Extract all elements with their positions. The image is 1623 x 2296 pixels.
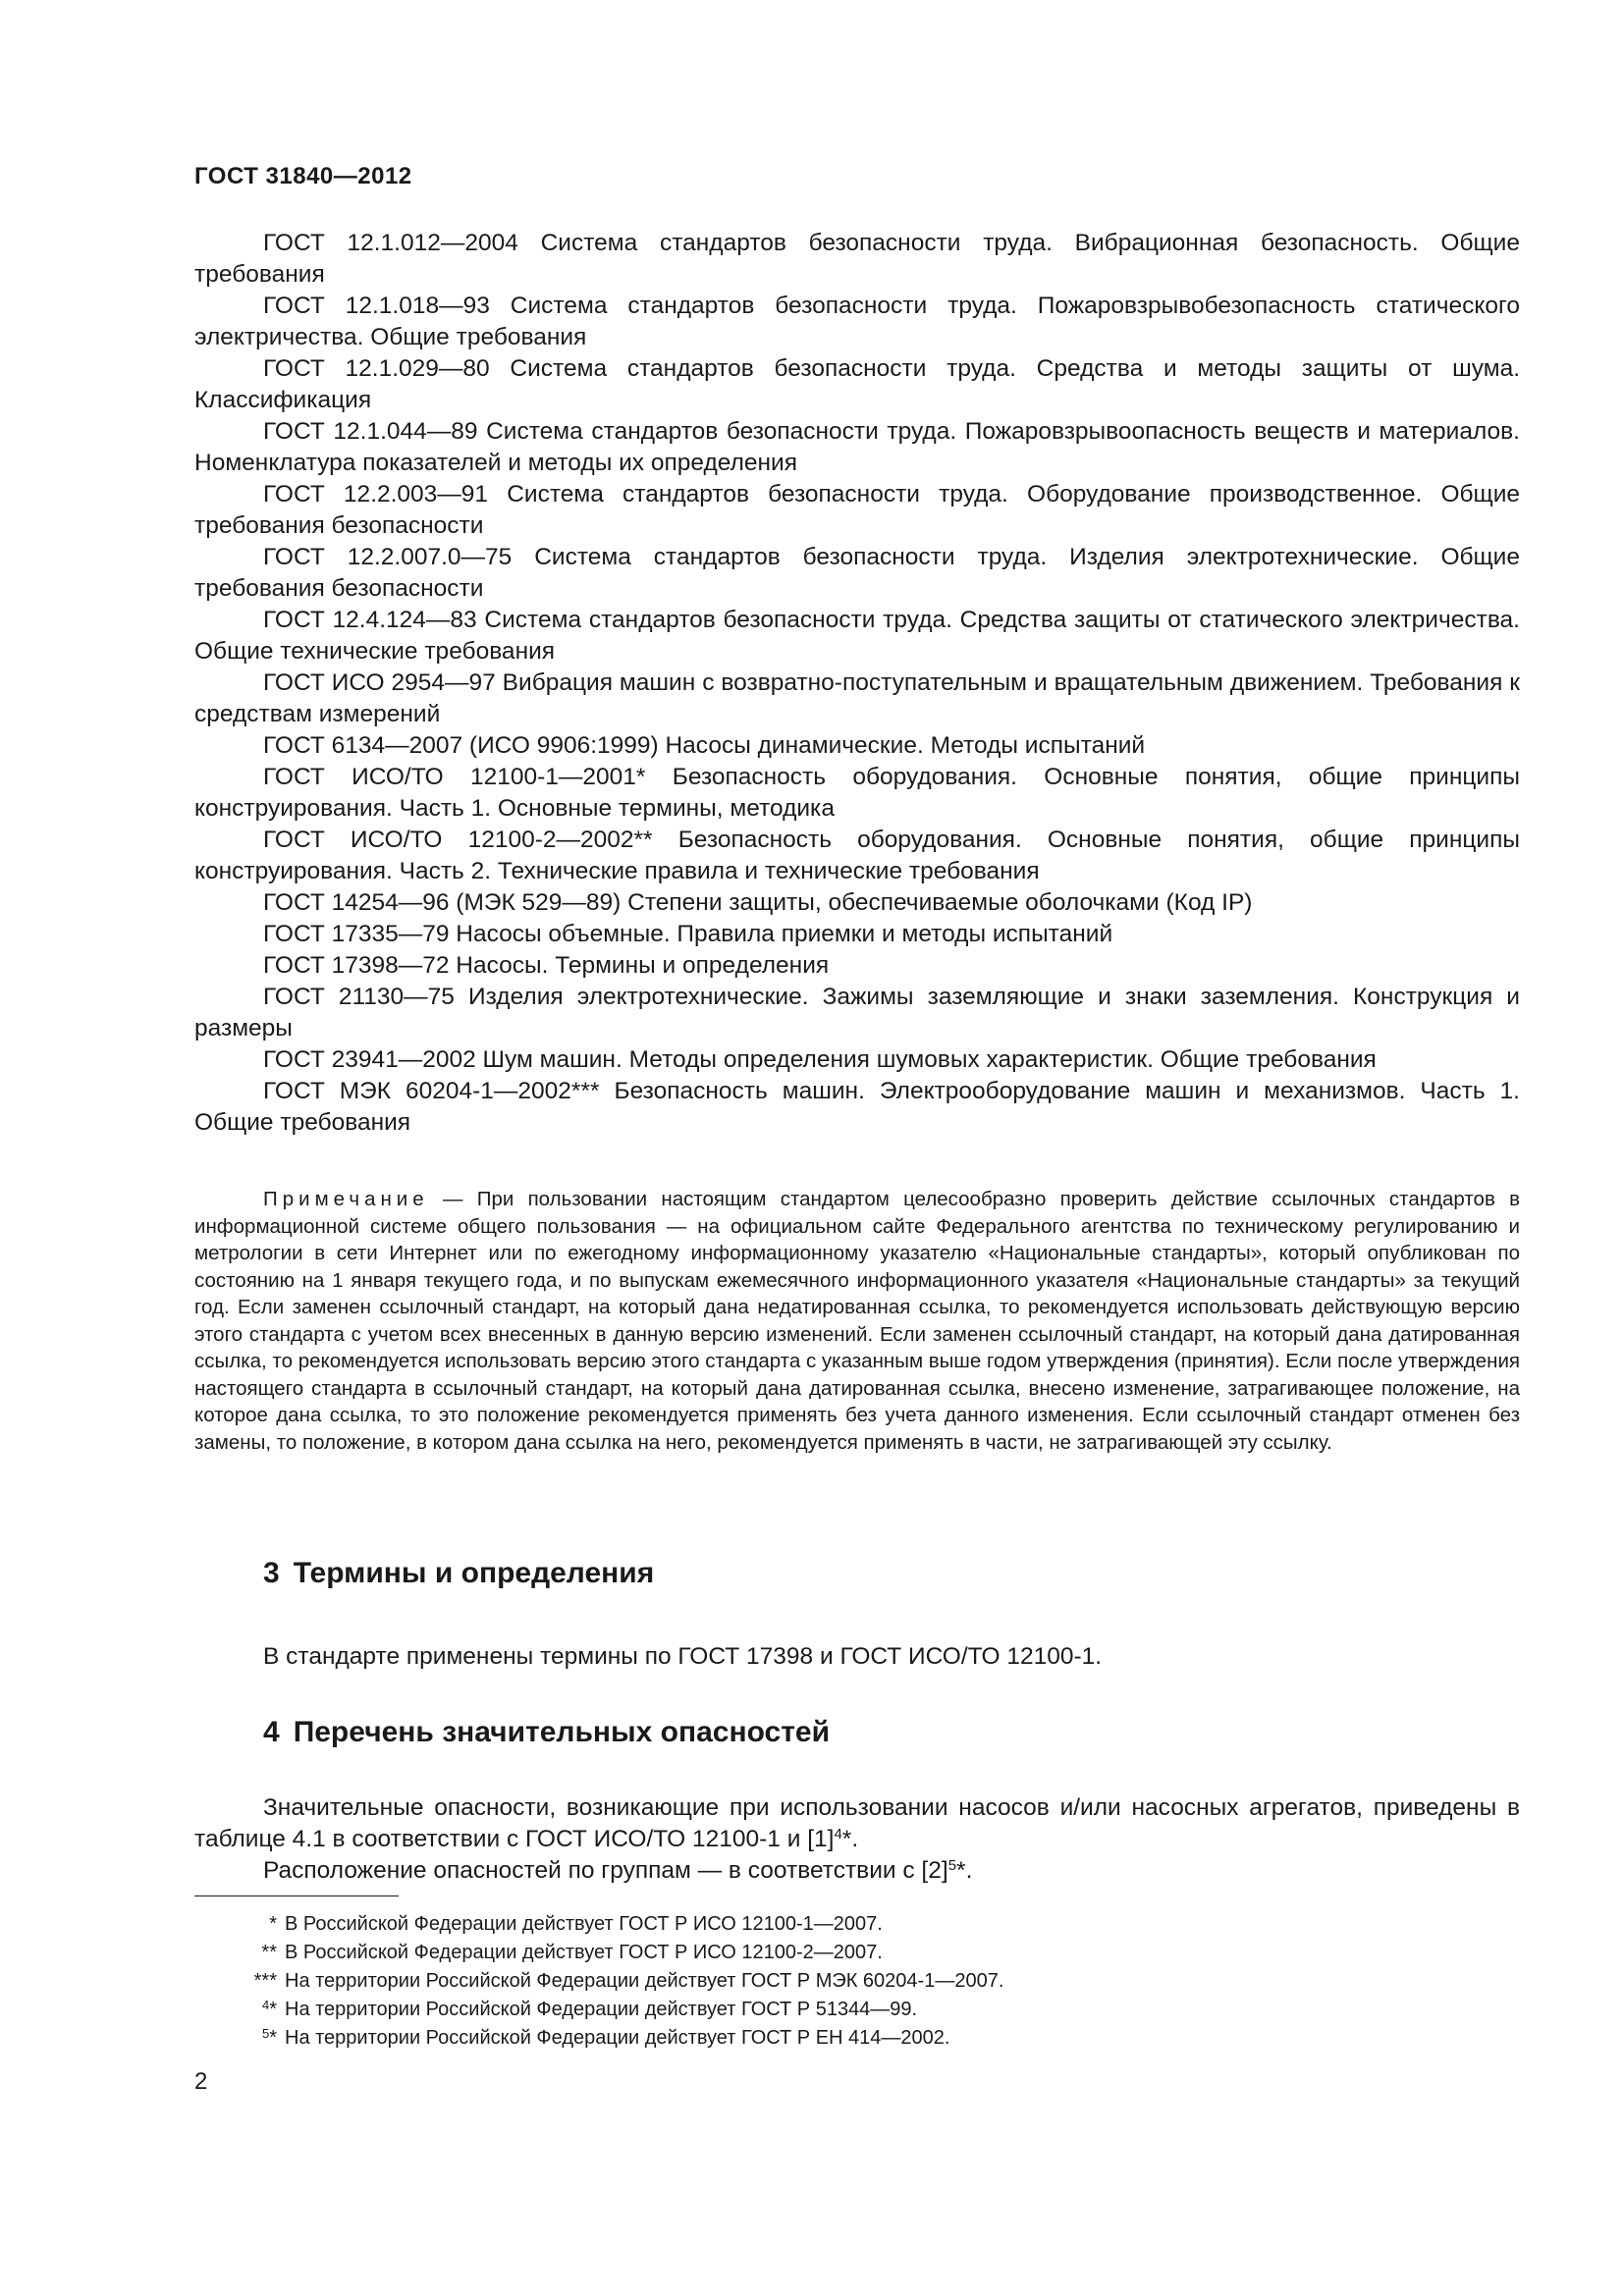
reference-item: ГОСТ ИСО/ТО 12100-2—2002** Безопасность оборудования. Основные понятия, общие принципы конструирования. Часть 2. Технические правила и технические требования xyxy=(194,827,1520,884)
section-number: 4 xyxy=(263,1716,280,1748)
reference-item: ГОСТ МЭК 60204-1—2002*** Безопасность машин. Электрооборудование машин и механизмов. Часть 1. Общие требования xyxy=(194,1078,1520,1136)
section-3-text: В стандарте применены термины по ГОСТ 17398 и ГОСТ ИСО/ТО 12100-1. xyxy=(263,1643,1103,1670)
footnote-text: В Российской Федерации действует ГОСТ Р ИСО 12100-2—2007. xyxy=(285,1942,883,1963)
document-header: ГОСТ 31840—2012 xyxy=(194,163,412,189)
footnote-mark: $^4$* xyxy=(261,1998,277,2020)
footnote-item xyxy=(194,1939,1373,1967)
reference-item: ГОСТ 12.4.124—83 Система стандартов безопасности труда. Средства защиты от статического электричества. Общие технические требования xyxy=(194,607,1520,665)
section-title: Перечень значительных опасностей xyxy=(293,1716,831,1748)
reference-item: ГОСТ 23941—2002 Шум машин. Методы определения шумовых характеристик. Общие требования xyxy=(263,1046,1377,1073)
normative-references-list xyxy=(194,228,1520,1139)
footnote-item xyxy=(194,1910,1373,1939)
reference-item: ГОСТ 14254—96 (МЭК 529—89) Степени защиты, обеспечиваемые оболочками (Код IP) xyxy=(263,889,1253,916)
reference-item: ГОСТ 12.2.003—91 Система стандартов безопасности труда. Оборудование производственное. Общие требования безопасности xyxy=(194,481,1520,539)
footnote-item xyxy=(194,1967,1373,1996)
paragraph-text: Значительные опасности, возникающие при использовании насосов и/или насосных агрегатов, приведены в таблице 4.1 в соответствии с ГОСТ ИСО/ТО 12100-1 и [1] xyxy=(194,1794,1520,1852)
section-4-paragraph-2 xyxy=(194,1855,1520,1887)
section-4-paragraph-1 xyxy=(194,1792,1520,1855)
reference-item: ГОСТ 12.2.007.0—75 Система стандартов безопасности труда. Изделия электротехнические. Общие требования безопасности xyxy=(194,544,1520,602)
footnote-item xyxy=(194,2024,1373,2053)
reference-item: ГОСТ ИСО/ТО 12100-1—2001* Безопасность оборудования. Основные понятия, общие принципы конструирования. Часть 1. Основные термины, методика xyxy=(194,764,1520,822)
footnote-ref: 5 xyxy=(947,1857,957,1874)
footnote-mark: $^5$* xyxy=(261,2026,277,2049)
section-number: 3 xyxy=(263,1557,280,1589)
reference-item: ГОСТ 12.1.018—93 Система стандартов безопасности труда. Пожаровзрывобезопасность статического электричества. Общие требования xyxy=(194,293,1520,350)
footnote-text: На территории Российской Федерации действует ГОСТ Р МЭК 60204-1—2007. xyxy=(285,1970,1004,1992)
footnotes-list xyxy=(194,1910,1373,2053)
paragraph-text: Расположение опасностей по группам — в соответствии с [2] xyxy=(263,1857,948,1884)
section-3-heading xyxy=(263,1557,654,1590)
footnote-mark: * xyxy=(269,1913,277,1935)
paragraph-text-end: *. xyxy=(841,1826,859,1852)
note-label: Примечание xyxy=(263,1188,429,1210)
footnote-ref: 4 xyxy=(834,1826,842,1842)
footnote-text: На территории Российской Федерации действует ГОСТ Р 51344—99. xyxy=(285,1999,918,2020)
section-4-heading xyxy=(263,1716,830,1749)
paragraph-text-end: *. xyxy=(956,1857,973,1884)
reference-item: ГОСТ 12.1.029—80 Система стандартов безопасности труда. Средства и методы защиты от шума. Классификация xyxy=(194,355,1520,413)
reference-item: ГОСТ 12.1.012—2004 Система стандартов безопасности труда. Вибрационная безопасность. Общие требования xyxy=(194,230,1520,288)
reference-item: ГОСТ 6134—2007 (ИСО 9906:1999) Насосы динамические. Методы испытаний xyxy=(263,732,1146,759)
footnote-mark: *** xyxy=(253,1970,277,1992)
reference-item: ГОСТ 17335—79 Насосы объемные. Правила приемки и методы испытаний xyxy=(263,921,1113,947)
footnote-text: На территории Российской Федерации действует ГОСТ Р ЕН 414—2002. xyxy=(285,2027,950,2049)
reference-item: ГОСТ ИСО 2954—97 Вибрация машин с возвратно-поступательным и вращательным движением. Требования к средствам измерений xyxy=(194,669,1520,727)
footnote-mark: ** xyxy=(261,1942,277,1963)
note-text: — При пользовании настоящим стандартом целесообразно проверить действие ссылочных стандартов в информационной системе общего пользования — на официальном сайте Федерального агентства по техническому регулированию и метрологии в сети Интернет или по ежегодному информационному указателю «Национальные стандарты», который опубликован по состоянию на 1 января текущего года, и по выпускам ежемесячного информационного указателя «Национальные стандарты» за текущий год. Если заменен ссылочный стандарт, на который дана недатированная ссылка, то рекомендуется использовать действующую версию этого стандарта с учетом всех внесенных в данную версию изменений. Если заменен ссылочный стандарт, на который дана датированная ссылка, то рекомендуется использовать версию этого стандарта с указанным выше годом утверждения (принятия). Если после утверждения настоящего стандарта в ссылочный стандарт, на который дана датированная ссылка, внесено изменение, затрагивающее положение, на которое дана ссылка, то это положение рекомендуется применять без учета данного изменения. Если ссылочный стандарт отменен без замены, то положение, в котором дана ссылка на него, рекомендуется применять в части, не затрагивающей эту ссылку. xyxy=(194,1188,1520,1454)
footnote-item xyxy=(194,1996,1373,2024)
section-title: Термины и определения xyxy=(293,1557,655,1589)
reference-item: ГОСТ 21130—75 Изделия электротехнические. Зажимы заземляющие и знаки заземления. Конструкция и размеры xyxy=(194,984,1520,1041)
page-number: 2 xyxy=(194,2068,208,2095)
footnote-text: В Российской Федерации действует ГОСТ Р ИСО 12100-1—2007. xyxy=(285,1913,883,1935)
note-paragraph xyxy=(194,1186,1520,1456)
reference-item: ГОСТ 12.1.044—89 Система стандартов безопасности труда. Пожаровзрывоопасность веществ и материалов. Номенклатура показателей и методы их определения xyxy=(194,418,1520,476)
reference-item: ГОСТ 17398—72 Насосы. Термины и определения xyxy=(263,952,830,979)
